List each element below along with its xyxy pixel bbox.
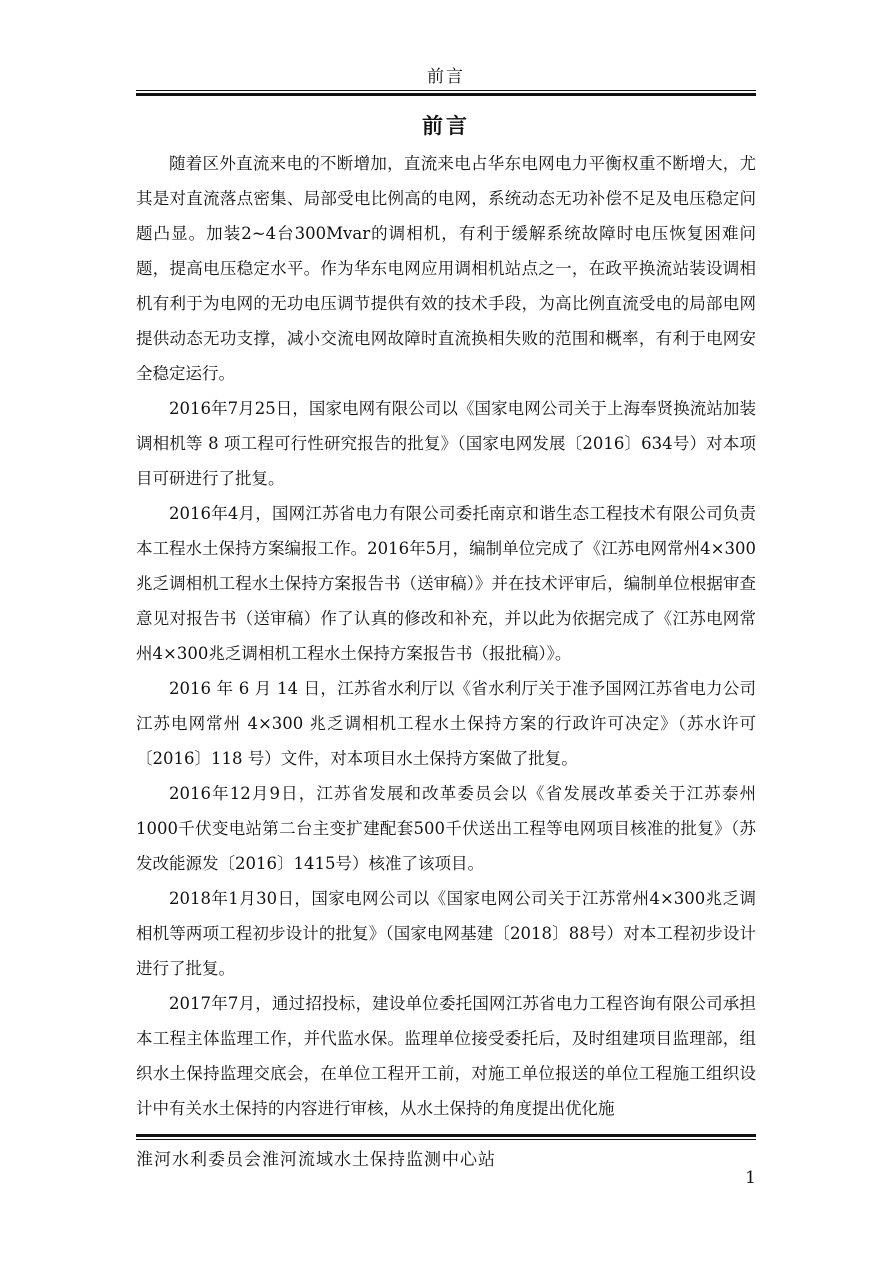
paragraph: 2017年7月，通过招投标，建设单位委托国网江苏省电力工程咨询有限公司承担本工程主体监理工作，并代监水保。监理单位接受委托后，及时组建项目监理部，组织水土保持监理交底会，在单位工程开工前，对施工单位报送的单位工程施工组织设计中有关水土保持的内容进行审核，从水土保持的角度提出优化施	[136, 994, 756, 1118]
header-rule-thick	[136, 93, 756, 96]
paragraph: 2016年7月25日，国家电网有限公司以《国家电网公司关于上海奉贤换流站加装调相机等 8 项工程可行性研究报告的批复》（国家电网发展〔2016〕634号）对本项目可研进行了批复。	[136, 399, 756, 488]
paragraph: 随着区外直流来电的不断增加，直流来电占华东电网电力平衡权重不断增大，尤其是对直流落点密集、局部受电比例高的电网，系统动态无功补偿不足及电压稳定问题凸显。加装2~4台300Mvar的调相机，有利于缓解系统故障时电压恢复困难问题，提高电压稳定水平。作为华东电网应用调相机站点之一，在政平换流站装设调相机有利于为电网的无功电压调节提供有效的技术手段，为高比例直流受电的局部电网提供动态无功支撑，减小交流电网故障时直流换相失败的范围和概率，有利于电网安全稳定运行。	[136, 154, 756, 383]
footer-organization: 淮河水利委员会淮河流域水土保持监测中心站	[136, 1150, 496, 1170]
footer-rule-thin	[136, 1139, 756, 1140]
paragraph: 2016 年 6 月 14 日，江苏省水利厅以《省水利厅关于准予国网江苏省电力公司江苏电网常州 4×300 兆乏调相机工程水土保持方案的行政许可决定》（苏水许可〔2016〕118 号）文件，对本项目水土保持方案做了批复。	[136, 679, 756, 768]
page-number: 1	[745, 1168, 756, 1188]
header-rule-thin	[136, 90, 756, 91]
body-text	[136, 146, 756, 1126]
section-title: 前言	[422, 113, 470, 138]
paragraph: 2016年12月9日，江苏省发展和改革委员会以《省发展改革委关于江苏泰州1000千伏变电站第二台主变扩建配套500千伏送出工程等电网项目核准的批复》（苏发改能源发〔2016〕1415号）核准了该项目。	[136, 784, 756, 873]
paragraph: 2016年4月，国网江苏省电力有限公司委托南京和谐生态工程技术有限公司负责本工程水土保持方案编报工作。2016年5月，编制单位完成了《江苏电网常州4×300兆乏调相机工程水土保持方案报告书（送审稿）》并在技术评审后，编制单位根据审查意见对报告书（送审稿）作了认真的修改和补充，并以此为依据完成了《江苏电网常州4×300兆乏调相机工程水土保持方案报告书（报批稿）》。	[136, 504, 756, 663]
footer-rule-thick	[136, 1134, 756, 1137]
paragraph: 2018年1月30日，国家电网公司以《国家电网公司关于江苏常州4×300兆乏调相机等两项工程初步设计的批复》（国家电网基建〔2018〕88号）对本工程初步设计进行了批复。	[136, 889, 756, 978]
running-header-title: 前言	[427, 67, 465, 87]
